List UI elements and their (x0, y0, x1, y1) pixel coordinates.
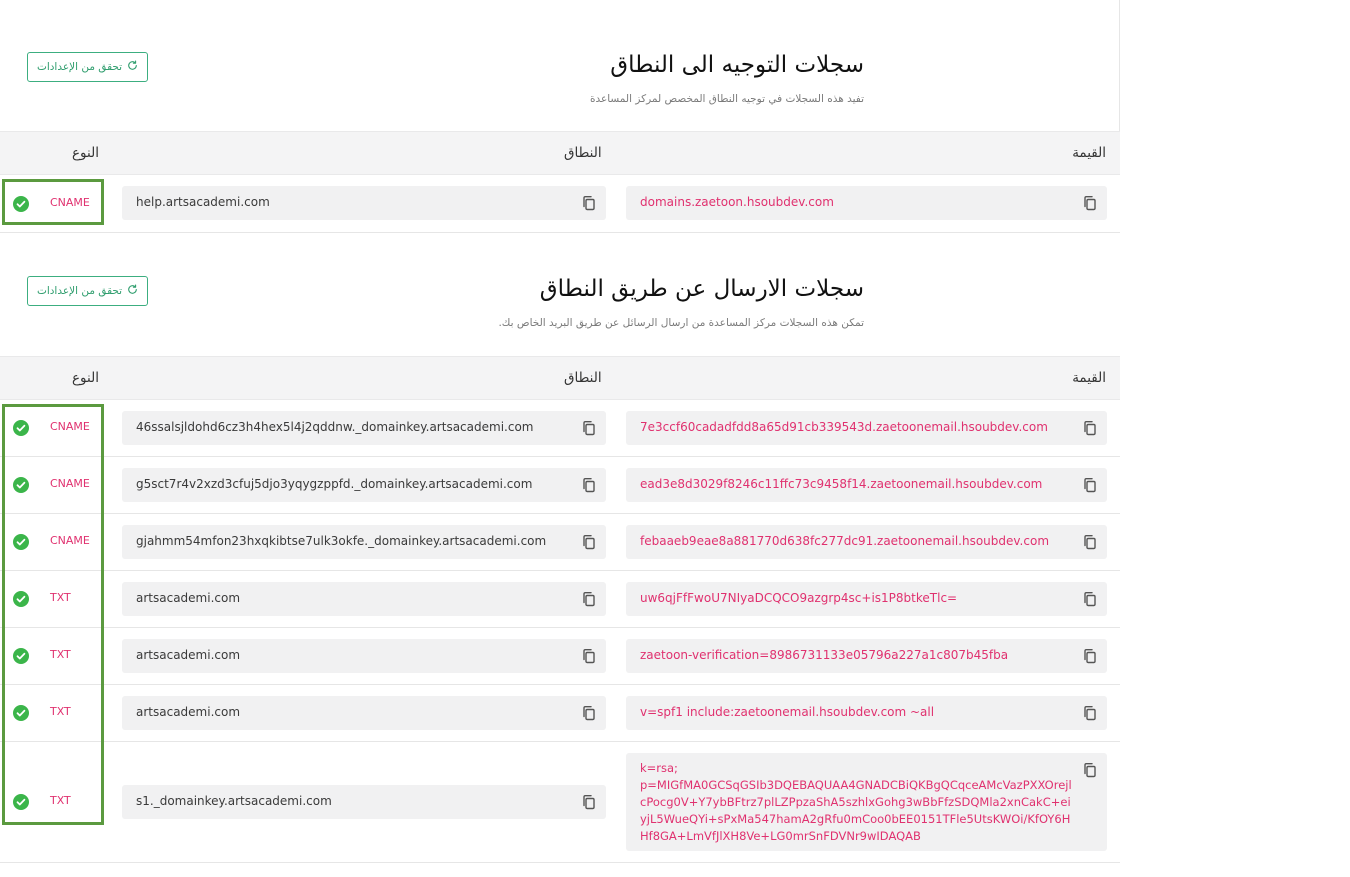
check-circle-icon (13, 420, 29, 436)
verify-button-label: تحقق من الإعدادات (36, 285, 123, 297)
record-type: TXT (50, 794, 71, 807)
value-cell (626, 525, 1107, 559)
value-cell (626, 468, 1107, 502)
value-text: v=spf1 include:zaetoonemail.hsoubdev.com ~all (640, 705, 935, 719)
copy-icon[interactable] (581, 705, 597, 721)
panel-edge (1119, 0, 1120, 145)
domain-cell (122, 785, 606, 819)
domain-cell (122, 639, 606, 673)
table-row (0, 514, 1120, 571)
value-cell (626, 186, 1107, 220)
record-type: CNAME (50, 420, 90, 433)
domain-text: artsacademi.com (136, 591, 241, 605)
copy-icon[interactable] (581, 534, 597, 550)
copy-icon[interactable] (581, 591, 597, 607)
routing-subtitle: تفيد هذه السجلات في توجيه النطاق المخصص لمركز المساعدة (589, 93, 864, 105)
domain-text: s1._domainkey.artsacademi.com (136, 794, 332, 808)
copy-icon[interactable] (1082, 534, 1098, 550)
routing-title: سجلات التوجيه الى النطاق (610, 52, 864, 78)
check-circle-icon (13, 196, 29, 212)
header-value: القيمة (1072, 370, 1106, 386)
record-type: CNAME (50, 477, 90, 490)
check-circle-icon (13, 648, 29, 664)
check-circle-icon (13, 591, 29, 607)
record-type: TXT (50, 591, 71, 604)
check-circle-icon (13, 477, 29, 493)
header-domain: النطاق (564, 145, 602, 161)
copy-icon[interactable] (1082, 762, 1098, 778)
sending-verify-button[interactable] (27, 276, 148, 306)
copy-icon[interactable] (1082, 195, 1098, 211)
domain-cell (122, 468, 606, 502)
sending-table-header (0, 356, 1120, 400)
copy-icon[interactable] (1082, 705, 1098, 721)
value-cell (626, 696, 1107, 730)
table-row (0, 628, 1120, 685)
table-row (0, 457, 1120, 514)
copy-icon[interactable] (581, 420, 597, 436)
value-text: ead3e8d3029f8246c11ffc73c9458f14.zaetoonemail.hsoubdev.com (640, 477, 1043, 491)
value-text: 7e3ccf60cadadfdd8a65d91cb339543d.zaetoonemail.hsoubdev.com (640, 420, 1048, 434)
header-type: النوع (72, 370, 99, 386)
table-row (0, 742, 1120, 863)
record-type: TXT (50, 705, 71, 718)
copy-icon[interactable] (581, 648, 597, 664)
copy-icon[interactable] (1082, 477, 1098, 493)
table-row (0, 685, 1120, 742)
sending-subtitle: تمكن هذه السجلات مركز المساعدة من ارسال الرسائل عن طريق البريد الخاص بك. (498, 317, 864, 329)
header-value: القيمة (1072, 145, 1106, 161)
routing-verify-button[interactable] (27, 52, 148, 82)
header-domain: النطاق (564, 370, 602, 386)
check-circle-icon (13, 794, 29, 810)
value-cell (626, 411, 1107, 445)
domain-text: artsacademi.com (136, 705, 241, 719)
check-circle-icon (13, 705, 29, 721)
value-text: uw6qjFfFwoU7NIyaDCQCO9azgrp4sc+is1P8btkeTlc= (640, 591, 958, 605)
copy-icon[interactable] (1082, 591, 1098, 607)
value-text: zaetoon-verification=8986731133e05796a227a1c807b45fba (640, 648, 1009, 662)
domain-text: artsacademi.com (136, 648, 241, 662)
value-cell (626, 582, 1107, 616)
value-text: febaaeb9eae8a881770d638fc277dc91.zaetoonemail.hsoubdev.com (640, 534, 1050, 548)
domain-cell (122, 186, 606, 220)
value-cell (626, 753, 1107, 851)
copy-icon[interactable] (1082, 648, 1098, 664)
copy-icon[interactable] (1082, 420, 1098, 436)
copy-icon[interactable] (581, 477, 597, 493)
sending-title: سجلات الارسال عن طريق النطاق (539, 276, 864, 302)
check-circle-icon (13, 534, 29, 550)
domain-text: help.artsacademi.com (136, 195, 270, 209)
verify-button-label: تحقق من الإعدادات (36, 61, 123, 73)
domain-cell (122, 525, 606, 559)
value-text: k=rsa; p=MIGfMA0GCSqGSIb3DQEBAQUAA4GNADCBiQKBgQCqceAMcVazPXXOrejlcPocg0V+Y7ybBFtrz7plLZPpzaShA5szhlxGohg3wBbFfzSDQMla2xnCakC+eiyjL5WueQYi+sPxMa547hamA2gRfu0mCoo0bEE0151TFle5UtsKWOi/KfOY6HHf8GA+LmVfJlXH8Ve+LG0mrSnFDVNr9wIDAQAB (640, 761, 1072, 843)
record-type: CNAME (50, 196, 90, 209)
refresh-icon (127, 284, 138, 298)
domain-cell (122, 582, 606, 616)
refresh-icon (127, 60, 138, 74)
domain-cell (122, 696, 606, 730)
table-row (0, 571, 1120, 628)
copy-icon[interactable] (581, 794, 597, 810)
domain-cell (122, 411, 606, 445)
value-cell (626, 639, 1107, 673)
table-row (0, 175, 1120, 233)
copy-icon[interactable] (581, 195, 597, 211)
header-type: النوع (72, 145, 99, 161)
routing-table-header (0, 131, 1120, 175)
domain-text: g5sct7r4v2xzd3cfuj5djo3yqygzppfd._domainkey.artsacademi.com (136, 477, 533, 491)
value-text: domains.zaetoon.hsoubdev.com (640, 195, 834, 209)
domain-text: gjahmm54mfon23hxqkibtse7ulk3okfe._domainkey.artsacademi.com (136, 534, 547, 548)
table-row (0, 400, 1120, 457)
record-type: TXT (50, 648, 71, 661)
domain-text: 46ssalsjldohd6cz3h4hex5l4j2qddnw._domainkey.artsacademi.com (136, 420, 534, 434)
record-type: CNAME (50, 534, 90, 547)
